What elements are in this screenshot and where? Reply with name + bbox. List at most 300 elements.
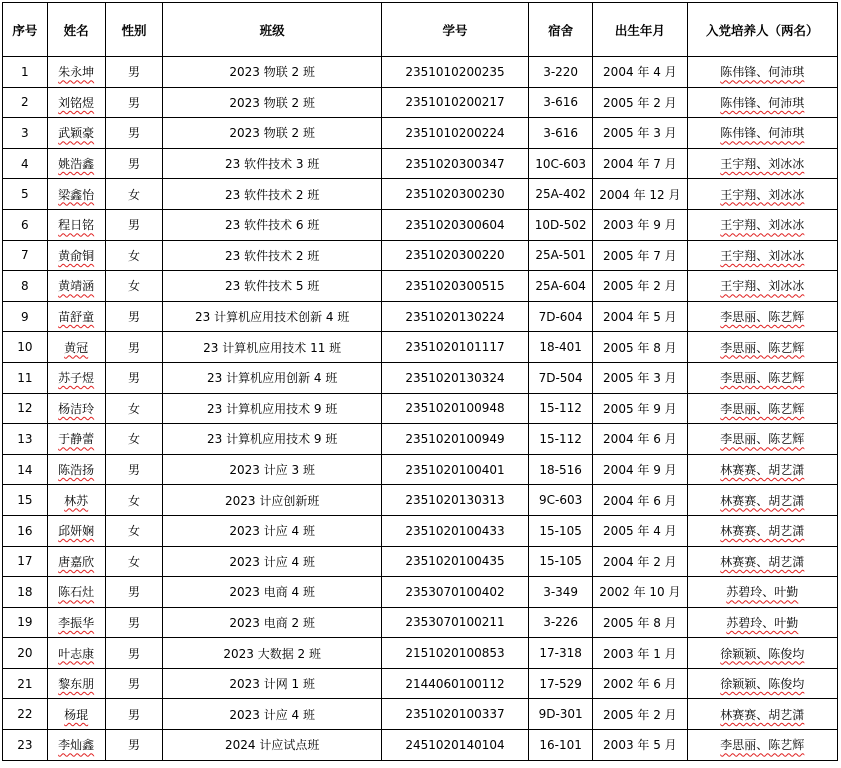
cell-index xyxy=(3,118,48,149)
cell-index-text: 3 xyxy=(21,125,29,140)
cell-mentors-text: 李思丽、陈艺辉 xyxy=(720,401,805,416)
cell-dorm xyxy=(529,699,593,730)
cell-mentors xyxy=(687,730,837,761)
cell-class xyxy=(163,546,381,577)
cell-student-id-text: 2351020300347 xyxy=(405,156,505,171)
cell-student-id xyxy=(381,668,528,699)
cell-dorm-text: 3-226 xyxy=(543,615,579,630)
cell-dorm xyxy=(529,118,593,149)
cell-birth xyxy=(593,148,687,179)
cell-birth-text: 2005 年 9 月 xyxy=(603,401,677,416)
cell-mentors-text: 林赛赛、胡艺潇 xyxy=(720,707,805,722)
header-name: 姓名 xyxy=(47,3,105,57)
cell-student-id-text: 2353070100402 xyxy=(405,584,505,599)
cell-dorm-text: 15-112 xyxy=(539,401,582,416)
cell-mentors-text: 李思丽、陈艺辉 xyxy=(720,371,805,386)
cell-dorm-text: 25A-501 xyxy=(535,248,586,263)
cell-name-text: 苗舒童 xyxy=(58,310,95,325)
cell-index xyxy=(3,699,48,730)
table-row xyxy=(3,668,838,699)
cell-birth xyxy=(593,699,687,730)
cell-name xyxy=(47,148,105,179)
table-row xyxy=(3,240,838,271)
cell-gender-text: 女 xyxy=(128,187,141,202)
header-mentors: 入党培养人（两名） xyxy=(687,3,837,57)
cell-mentors-text: 王宇翔、刘冰冰 xyxy=(720,248,805,263)
cell-birth-text: 2005 年 3 月 xyxy=(603,126,677,141)
cell-student-id xyxy=(381,577,528,608)
cell-mentors-text: 林赛赛、胡艺潇 xyxy=(720,463,805,478)
cell-name xyxy=(47,209,105,240)
cell-class xyxy=(163,87,381,118)
cell-gender xyxy=(105,393,163,424)
cell-birth-text: 2004 年 9 月 xyxy=(603,463,677,478)
cell-gender-text: 女 xyxy=(128,401,141,416)
cell-birth-text: 2004 年 5 月 xyxy=(603,310,677,325)
cell-class-text: 23 软件技术 3 班 xyxy=(224,157,320,172)
cell-dorm xyxy=(529,179,593,210)
cell-class xyxy=(163,271,381,302)
cell-index xyxy=(3,148,48,179)
cell-birth-text: 2003 年 5 月 xyxy=(603,738,677,753)
cell-class xyxy=(163,148,381,179)
cell-dorm xyxy=(529,607,593,638)
cell-dorm xyxy=(529,57,593,88)
cell-dorm xyxy=(529,577,593,608)
cell-name-text: 苏子煜 xyxy=(58,371,95,386)
cell-index-text: 7 xyxy=(21,248,29,263)
table-row xyxy=(3,454,838,485)
cell-class xyxy=(163,362,381,393)
cell-dorm-text: 25A-402 xyxy=(535,187,586,202)
cell-class-text: 2024 计应试点班 xyxy=(224,738,320,753)
cell-gender xyxy=(105,209,163,240)
cell-dorm xyxy=(529,424,593,455)
cell-birth-text: 2005 年 8 月 xyxy=(603,340,677,355)
cell-student-id xyxy=(381,87,528,118)
cell-mentors xyxy=(687,638,837,669)
cell-gender xyxy=(105,118,163,149)
header-gender: 性别 xyxy=(105,3,163,57)
cell-dorm-text: 16-101 xyxy=(539,737,582,752)
cell-birth xyxy=(593,668,687,699)
cell-class-text: 2023 物联 2 班 xyxy=(229,95,315,110)
cell-index xyxy=(3,393,48,424)
cell-name xyxy=(47,57,105,88)
cell-birth xyxy=(593,546,687,577)
cell-index-text: 23 xyxy=(17,737,33,752)
cell-gender xyxy=(105,57,163,88)
cell-index xyxy=(3,179,48,210)
cell-name xyxy=(47,424,105,455)
table-row xyxy=(3,301,838,332)
cell-student-id xyxy=(381,271,528,302)
table-row xyxy=(3,118,838,149)
cell-gender-text: 男 xyxy=(128,95,141,110)
cell-dorm xyxy=(529,668,593,699)
cell-gender-text: 男 xyxy=(128,65,141,80)
cell-student-id-text: 2351010200235 xyxy=(405,64,505,79)
cell-name xyxy=(47,730,105,761)
cell-index-text: 21 xyxy=(17,676,33,691)
cell-student-id-text: 2351020300220 xyxy=(405,248,505,263)
cell-birth-text: 2005 年 7 月 xyxy=(603,248,677,263)
cell-birth xyxy=(593,301,687,332)
cell-gender xyxy=(105,577,163,608)
cell-student-id-text: 2351020300230 xyxy=(405,187,505,202)
cell-mentors-text: 林赛赛、胡艺潇 xyxy=(720,554,805,569)
cell-index-text: 8 xyxy=(21,278,29,293)
cell-student-id xyxy=(381,240,528,271)
cell-index-text: 2 xyxy=(21,95,29,110)
cell-mentors-text: 陈伟锋、何沛琪 xyxy=(720,65,805,80)
cell-name xyxy=(47,301,105,332)
header-birth: 出生年月 xyxy=(593,3,687,57)
cell-gender xyxy=(105,638,163,669)
cell-index-text: 22 xyxy=(17,707,33,722)
cell-dorm xyxy=(529,515,593,546)
cell-gender-text: 男 xyxy=(128,463,141,478)
cell-gender-text: 男 xyxy=(128,310,141,325)
cell-birth xyxy=(593,393,687,424)
cell-dorm-text: 18-401 xyxy=(539,340,582,355)
cell-name xyxy=(47,240,105,271)
cell-class-text: 2023 计网 1 班 xyxy=(229,677,315,692)
cell-mentors xyxy=(687,577,837,608)
cell-gender xyxy=(105,607,163,638)
cell-mentors xyxy=(687,393,837,424)
cell-gender xyxy=(105,454,163,485)
cell-birth-text: 2004 年 12 月 xyxy=(599,187,681,202)
cell-name-text: 刘铭煜 xyxy=(58,95,95,110)
cell-mentors xyxy=(687,87,837,118)
cell-name-text: 梁鑫怡 xyxy=(58,187,95,202)
cell-gender xyxy=(105,87,163,118)
cell-name-text: 李振华 xyxy=(58,615,95,630)
cell-gender-text: 男 xyxy=(128,126,141,141)
cell-gender-text: 女 xyxy=(128,554,141,569)
cell-index-text: 17 xyxy=(17,554,33,569)
cell-dorm-text: 10D-502 xyxy=(534,217,587,232)
table-row xyxy=(3,515,838,546)
table-row xyxy=(3,362,838,393)
cell-birth-text: 2004 年 7 月 xyxy=(603,157,677,172)
cell-birth-text: 2003 年 9 月 xyxy=(603,218,677,233)
cell-class-text: 2023 计应 3 班 xyxy=(229,463,315,478)
cell-birth-text: 2004 年 2 月 xyxy=(603,554,677,569)
cell-mentors-text: 李思丽、陈艺辉 xyxy=(720,738,805,753)
cell-index-text: 6 xyxy=(21,217,29,232)
cell-class-text: 23 软件技术 6 班 xyxy=(224,218,320,233)
cell-student-id xyxy=(381,699,528,730)
cell-name-text: 黎东朋 xyxy=(58,677,95,692)
cell-name xyxy=(47,87,105,118)
cell-mentors-text: 李思丽、陈艺辉 xyxy=(720,310,805,325)
cell-class-text: 2023 物联 2 班 xyxy=(229,126,315,141)
cell-birth xyxy=(593,638,687,669)
cell-index xyxy=(3,301,48,332)
cell-gender-text: 男 xyxy=(128,371,141,386)
cell-student-id-text: 2351020100948 xyxy=(405,401,505,416)
cell-student-id-text: 2351010200224 xyxy=(405,125,505,140)
cell-birth xyxy=(593,179,687,210)
cell-gender xyxy=(105,485,163,516)
cell-mentors-text: 徐颖颖、陈俊均 xyxy=(720,646,805,661)
cell-mentors xyxy=(687,240,837,271)
cell-dorm-text: 15-105 xyxy=(539,554,582,569)
cell-gender xyxy=(105,515,163,546)
cell-birth-text: 2005 年 4 月 xyxy=(603,524,677,539)
cell-index xyxy=(3,424,48,455)
cell-gender-text: 男 xyxy=(128,738,141,753)
cell-name xyxy=(47,332,105,363)
cell-name-text: 黄俞铜 xyxy=(58,248,95,263)
cell-gender xyxy=(105,424,163,455)
candidate-table xyxy=(2,2,838,761)
cell-birth xyxy=(593,730,687,761)
cell-gender xyxy=(105,730,163,761)
cell-index-text: 9 xyxy=(21,309,29,324)
cell-name xyxy=(47,607,105,638)
cell-dorm xyxy=(529,301,593,332)
cell-gender-text: 男 xyxy=(128,218,141,233)
cell-dorm xyxy=(529,362,593,393)
cell-birth-text: 2004 年 4 月 xyxy=(603,65,677,80)
cell-birth xyxy=(593,57,687,88)
cell-class-text: 23 软件技术 5 班 xyxy=(224,279,320,294)
cell-name xyxy=(47,485,105,516)
cell-index xyxy=(3,87,48,118)
cell-student-id-text: 2351020130313 xyxy=(405,493,505,508)
cell-student-id-text: 2151020100853 xyxy=(405,646,505,661)
cell-gender-text: 男 xyxy=(128,157,141,172)
cell-class xyxy=(163,118,381,149)
cell-index xyxy=(3,57,48,88)
cell-student-id xyxy=(381,607,528,638)
cell-index xyxy=(3,730,48,761)
cell-index xyxy=(3,607,48,638)
cell-class xyxy=(163,668,381,699)
cell-index xyxy=(3,209,48,240)
cell-gender xyxy=(105,546,163,577)
cell-class xyxy=(163,699,381,730)
cell-birth xyxy=(593,209,687,240)
cell-class xyxy=(163,57,381,88)
cell-gender xyxy=(105,699,163,730)
cell-mentors xyxy=(687,209,837,240)
cell-birth-text: 2005 年 8 月 xyxy=(603,615,677,630)
cell-dorm-text: 9C-603 xyxy=(539,493,583,508)
table-row xyxy=(3,209,838,240)
cell-class-text: 2023 计应 4 班 xyxy=(229,554,315,569)
cell-dorm-text: 17-318 xyxy=(539,646,582,661)
cell-name-text: 林苏 xyxy=(64,493,89,508)
cell-class-text: 2023 电商 2 班 xyxy=(229,615,315,630)
cell-index xyxy=(3,668,48,699)
cell-class xyxy=(163,485,381,516)
cell-birth-text: 2005 年 3 月 xyxy=(603,371,677,386)
cell-name xyxy=(47,393,105,424)
table-row xyxy=(3,393,838,424)
cell-mentors xyxy=(687,362,837,393)
cell-dorm-text: 3-616 xyxy=(543,95,579,110)
cell-gender xyxy=(105,301,163,332)
cell-class xyxy=(163,393,381,424)
cell-student-id xyxy=(381,485,528,516)
cell-dorm xyxy=(529,730,593,761)
cell-dorm-text: 3-220 xyxy=(543,64,579,79)
cell-student-id xyxy=(381,454,528,485)
header-row xyxy=(3,3,838,57)
cell-class xyxy=(163,301,381,332)
cell-index xyxy=(3,577,48,608)
cell-name-text: 杨琨 xyxy=(64,707,89,722)
cell-mentors xyxy=(687,271,837,302)
cell-dorm-text: 9D-301 xyxy=(538,707,583,722)
cell-name xyxy=(47,668,105,699)
header-index: 序号 xyxy=(3,3,48,57)
cell-class xyxy=(163,577,381,608)
cell-dorm-text: 10C-603 xyxy=(535,156,587,171)
cell-student-id xyxy=(381,424,528,455)
cell-birth xyxy=(593,577,687,608)
cell-student-id-text: 2451020140104 xyxy=(405,737,505,752)
table-row xyxy=(3,607,838,638)
cell-class-text: 23 计算机应用创新 4 班 xyxy=(206,371,338,386)
table-row xyxy=(3,87,838,118)
cell-student-id xyxy=(381,179,528,210)
cell-name xyxy=(47,638,105,669)
cell-mentors xyxy=(687,607,837,638)
cell-mentors xyxy=(687,148,837,179)
cell-student-id xyxy=(381,638,528,669)
cell-class xyxy=(163,730,381,761)
cell-class xyxy=(163,515,381,546)
cell-index-text: 11 xyxy=(17,370,33,385)
cell-student-id xyxy=(381,332,528,363)
cell-student-id-text: 2351020300515 xyxy=(405,278,505,293)
cell-student-id-text: 2351020130224 xyxy=(405,309,505,324)
cell-student-id-text: 2144060100112 xyxy=(405,676,505,691)
cell-mentors xyxy=(687,301,837,332)
cell-index-text: 15 xyxy=(17,493,33,508)
cell-dorm xyxy=(529,240,593,271)
cell-index xyxy=(3,546,48,577)
cell-gender xyxy=(105,271,163,302)
cell-index-text: 16 xyxy=(17,523,33,538)
cell-name xyxy=(47,515,105,546)
cell-gender-text: 男 xyxy=(128,615,141,630)
cell-mentors-text: 李思丽、陈艺辉 xyxy=(720,432,805,447)
cell-class xyxy=(163,209,381,240)
cell-gender xyxy=(105,148,163,179)
cell-dorm-text: 18-516 xyxy=(539,462,582,477)
cell-student-id-text: 2351020130324 xyxy=(405,370,505,385)
cell-mentors xyxy=(687,699,837,730)
cell-student-id xyxy=(381,148,528,179)
cell-mentors-text: 王宇翔、刘冰冰 xyxy=(720,187,805,202)
cell-mentors xyxy=(687,668,837,699)
cell-gender-text: 男 xyxy=(128,340,141,355)
table-row xyxy=(3,424,838,455)
cell-dorm xyxy=(529,148,593,179)
cell-class-text: 2023 物联 2 班 xyxy=(229,65,315,80)
cell-student-id xyxy=(381,362,528,393)
cell-class-text: 2023 计应创新班 xyxy=(224,493,320,508)
cell-index-text: 19 xyxy=(17,615,33,630)
cell-mentors xyxy=(687,485,837,516)
cell-mentors-text: 李思丽、陈艺辉 xyxy=(720,340,805,355)
cell-dorm-text: 15-105 xyxy=(539,523,582,538)
table-body xyxy=(3,57,838,761)
cell-birth xyxy=(593,240,687,271)
cell-class xyxy=(163,607,381,638)
cell-gender-text: 女 xyxy=(128,493,141,508)
cell-index-text: 1 xyxy=(21,64,29,79)
cell-class xyxy=(163,332,381,363)
cell-birth-text: 2005 年 2 月 xyxy=(603,707,677,722)
cell-class xyxy=(163,424,381,455)
cell-class-text: 2023 电商 4 班 xyxy=(229,585,315,600)
header-class: 班级 xyxy=(163,3,381,57)
cell-birth xyxy=(593,271,687,302)
cell-mentors-text: 林赛赛、胡艺潇 xyxy=(720,493,805,508)
cell-mentors-text: 王宇翔、刘冰冰 xyxy=(720,157,805,172)
cell-name-text: 武颖豪 xyxy=(58,126,95,141)
cell-gender-text: 女 xyxy=(128,432,141,447)
table-row xyxy=(3,638,838,669)
cell-mentors-text: 陈伟锋、何沛琪 xyxy=(720,95,805,110)
cell-birth xyxy=(593,454,687,485)
cell-dorm xyxy=(529,393,593,424)
cell-name xyxy=(47,577,105,608)
cell-class-text: 2023 计应 4 班 xyxy=(229,707,315,722)
cell-student-id-text: 2351020100949 xyxy=(405,431,505,446)
table-row xyxy=(3,148,838,179)
cell-index-text: 13 xyxy=(17,431,33,446)
cell-name-text: 姚浩鑫 xyxy=(58,157,95,172)
cell-mentors xyxy=(687,546,837,577)
cell-mentors xyxy=(687,179,837,210)
cell-class-text: 2023 大数据 2 班 xyxy=(223,646,321,661)
cell-student-id xyxy=(381,393,528,424)
header-dorm: 宿舍 xyxy=(529,3,593,57)
header-student-id: 学号 xyxy=(381,3,528,57)
cell-mentors xyxy=(687,118,837,149)
cell-index-text: 12 xyxy=(17,401,33,416)
cell-student-id xyxy=(381,515,528,546)
table-row xyxy=(3,577,838,608)
cell-class-text: 23 软件技术 2 班 xyxy=(224,187,320,202)
table-row xyxy=(3,271,838,302)
cell-dorm xyxy=(529,485,593,516)
cell-student-id-text: 2351020100435 xyxy=(405,554,505,569)
cell-birth-text: 2004 年 6 月 xyxy=(603,432,677,447)
cell-gender-text: 女 xyxy=(128,248,141,263)
cell-name-text: 黄冠 xyxy=(64,340,89,355)
cell-student-id xyxy=(381,730,528,761)
cell-name xyxy=(47,362,105,393)
cell-birth-text: 2005 年 2 月 xyxy=(603,279,677,294)
cell-mentors xyxy=(687,332,837,363)
cell-birth-text: 2004 年 6 月 xyxy=(603,493,677,508)
cell-gender xyxy=(105,668,163,699)
table-row xyxy=(3,332,838,363)
cell-dorm xyxy=(529,546,593,577)
cell-dorm xyxy=(529,271,593,302)
cell-dorm xyxy=(529,638,593,669)
cell-index-text: 20 xyxy=(17,646,33,661)
